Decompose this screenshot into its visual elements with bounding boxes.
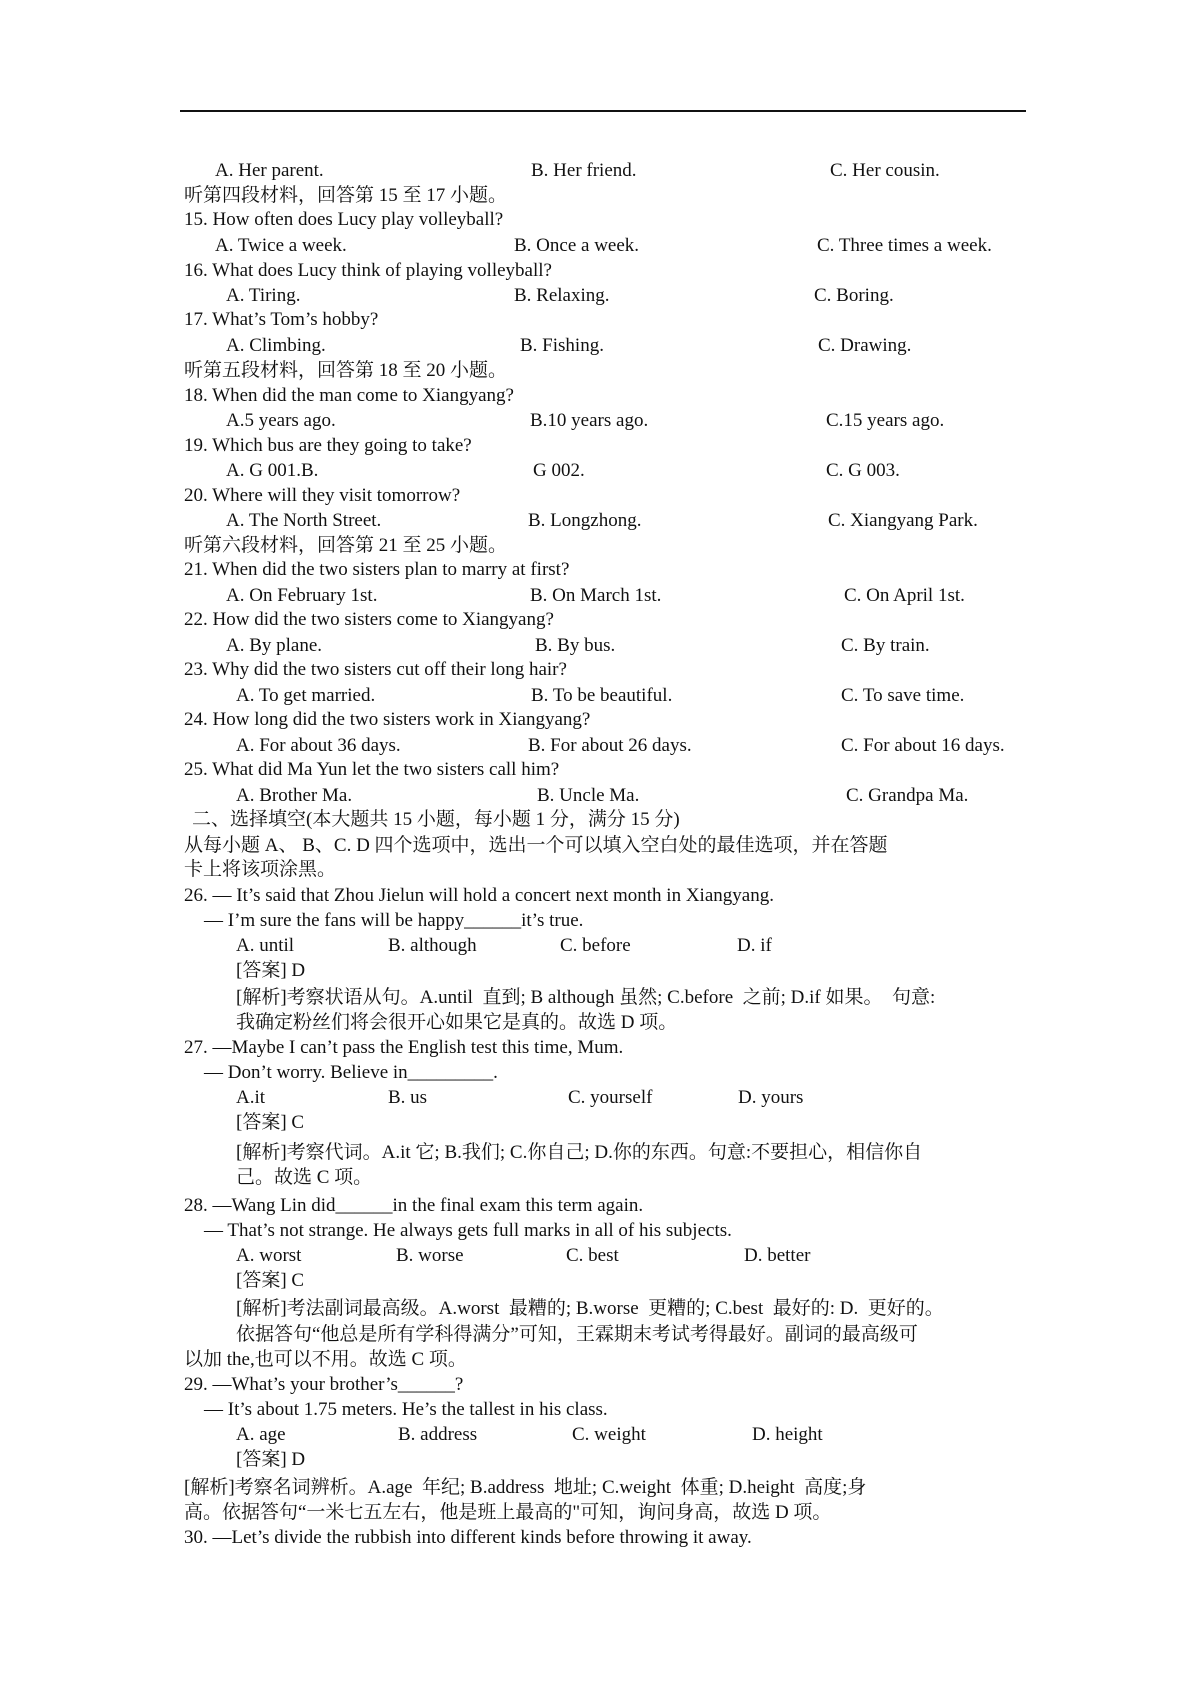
option-text: B. Relaxing.	[514, 285, 610, 306]
option-text: D. height	[752, 1424, 823, 1445]
line-text: 16. What does Lucy think of playing volleyball?	[184, 260, 552, 281]
answer-options	[0, 583, 1200, 608]
option-text: C. To save time.	[841, 685, 965, 706]
line-text: 19. Which bus are they going to take?	[184, 435, 472, 456]
option-text: D. if	[737, 935, 772, 956]
line-text: 27. —Maybe I can’t pass the English test this time, Mum.	[184, 1037, 624, 1058]
answer-key	[0, 1268, 1200, 1293]
option-text: B.10 years ago.	[530, 410, 649, 431]
line-text: 听第五段材料，回答第 18 至 20 小题。	[184, 360, 508, 381]
question-stem	[0, 1193, 1200, 1218]
option-text: B. On March 1st.	[530, 585, 662, 606]
line-text: [解析]考察状语从句。A.until 直到; B although 虽然; C.before 之前; D.if 如果。 句意:	[236, 987, 936, 1008]
question-stem	[0, 433, 1200, 458]
instruction-text	[0, 857, 1200, 882]
line-text: 高。依据答句“一米七五左右，他是班上最高的"可知，询问身高，故选 D 项。	[184, 1502, 832, 1523]
answer-options	[0, 1243, 1200, 1268]
question-stem	[0, 258, 1200, 283]
option-text: G 002.	[533, 460, 585, 481]
dialogue-line	[0, 1060, 1200, 1085]
line-text: [解析]考察名词辨析。A.age 年纪; B.address 地址; C.weight 体重; D.height 高度;身	[184, 1477, 867, 1498]
line-text: 29. —What’s your brother’s______?	[184, 1374, 464, 1395]
option-text: B. worse	[396, 1245, 464, 1266]
explanation-text	[0, 985, 1200, 1010]
option-text: B. address	[398, 1424, 478, 1445]
question-stem	[0, 383, 1200, 408]
explanation-text	[0, 1140, 1200, 1165]
line-text: 30. —Let’s divide the rubbish into different kinds before throwing it away.	[184, 1527, 752, 1548]
option-text: C. Grandpa Ma.	[846, 785, 969, 806]
answer-key	[0, 1110, 1200, 1135]
answer-options	[0, 783, 1200, 808]
answer-options	[0, 1085, 1200, 1110]
explanation-text	[0, 1322, 1200, 1347]
answer-key	[0, 958, 1200, 983]
question-stem	[0, 707, 1200, 732]
option-text: C. Xiangyang Park.	[828, 510, 978, 531]
line-text: [答案] D	[236, 1449, 306, 1470]
option-text: C. G 003.	[826, 460, 900, 481]
section-heading	[0, 358, 1200, 383]
option-text: A. Tiring.	[226, 285, 301, 306]
option-text: A. For about 36 days.	[236, 735, 401, 756]
option-text: B. us	[388, 1087, 428, 1108]
option-text: C. Her cousin.	[830, 160, 940, 181]
option-text: C.15 years ago.	[826, 410, 945, 431]
line-text: 25. What did Ma Yun let the two sisters call him?	[184, 759, 560, 780]
answer-options	[0, 933, 1200, 958]
option-text: B. Once a week.	[514, 235, 640, 256]
answer-options	[0, 158, 1200, 183]
line-text: 15. How often does Lucy play volleyball?	[184, 209, 504, 230]
line-text: 23. Why did the two sisters cut off their long hair?	[184, 659, 567, 680]
line-text: — It’s about 1.75 meters. He’s the tallest in his class.	[204, 1399, 608, 1420]
option-text: C. Boring.	[814, 285, 894, 306]
answer-options	[0, 733, 1200, 758]
instruction-text	[0, 833, 1200, 858]
question-stem	[0, 1035, 1200, 1060]
option-text: A. Her parent.	[215, 160, 324, 181]
section-heading	[0, 183, 1200, 208]
line-text: [答案] C	[236, 1270, 305, 1291]
answer-options	[0, 1422, 1200, 1447]
option-text: A. Brother Ma.	[236, 785, 353, 806]
line-text: 以加 the,也可以不用。故选 C 项。	[184, 1349, 467, 1370]
line-text: 28. —Wang Lin did______in the final exam this term again.	[184, 1195, 644, 1216]
line-text: 己。故选 C 项。	[236, 1167, 373, 1188]
question-stem	[0, 1372, 1200, 1397]
line-text: 24. How long did the two sisters work in Xiangyang?	[184, 709, 591, 730]
line-text: 听第六段材料，回答第 21 至 25 小题。	[184, 535, 508, 556]
explanation-text	[0, 1296, 1200, 1321]
section-heading	[0, 807, 1200, 832]
option-text: B. Her friend.	[531, 160, 637, 181]
option-text: C. By train.	[841, 635, 930, 656]
question-stem	[0, 1525, 1200, 1550]
line-text: — I’m sure the fans will be happy______it’s true.	[204, 910, 584, 931]
line-text: 卡上将该项涂黑。	[184, 859, 337, 880]
explanation-text	[0, 1347, 1200, 1372]
option-text: B. although	[388, 935, 477, 956]
option-text: A. G 001.B.	[226, 460, 319, 481]
line-text: [答案] D	[236, 960, 306, 981]
option-text: A. until	[236, 935, 295, 956]
answer-options	[0, 508, 1200, 533]
option-text: A. worst	[236, 1245, 302, 1266]
line-text: 听第四段材料，回答第 15 至 17 小题。	[184, 185, 508, 206]
explanation-text	[0, 1475, 1200, 1500]
option-text: B. Longzhong.	[528, 510, 642, 531]
explanation-text	[0, 1010, 1200, 1035]
answer-options	[0, 333, 1200, 358]
option-text: D. better	[744, 1245, 811, 1266]
line-text: — That’s not strange. He always gets full marks in all of his subjects.	[204, 1220, 732, 1241]
question-stem	[0, 883, 1200, 908]
question-stem	[0, 657, 1200, 682]
line-text: 二、选择填空(本大题共 15 小题，每小题 1 分，满分 15 分)	[192, 809, 680, 830]
dialogue-line	[0, 1218, 1200, 1243]
option-text: A. The North Street.	[226, 510, 382, 531]
line-text: [答案] C	[236, 1112, 305, 1133]
line-text: 21. When did the two sisters plan to marry at first?	[184, 559, 570, 580]
line-text: 17. What’s Tom’s hobby?	[184, 309, 379, 330]
option-text: C. weight	[572, 1424, 646, 1445]
question-stem	[0, 207, 1200, 232]
line-text: 依据答句“他总是所有学科得满分”可知，王霖期末考试考得最好。副词的最高级可	[236, 1324, 918, 1345]
option-text: A. Twice a week.	[215, 235, 347, 256]
option-text: B. Fishing.	[520, 335, 604, 356]
answer-options	[0, 683, 1200, 708]
line-text: 18. When did the man come to Xiangyang?	[184, 385, 514, 406]
line-text: — Don’t worry. Believe in_________.	[204, 1062, 498, 1083]
option-text: A.it	[236, 1087, 266, 1108]
option-text: C. yourself	[568, 1087, 653, 1108]
option-text: C. best	[566, 1245, 619, 1266]
line-text: 22. How did the two sisters come to Xiangyang?	[184, 609, 554, 630]
question-stem	[0, 307, 1200, 332]
question-stem	[0, 483, 1200, 508]
question-stem	[0, 607, 1200, 632]
answer-options	[0, 233, 1200, 258]
option-text: C. before	[560, 935, 631, 956]
option-text: B. For about 26 days.	[528, 735, 692, 756]
dialogue-line	[0, 908, 1200, 933]
answer-options	[0, 458, 1200, 483]
option-text: A. By plane.	[226, 635, 323, 656]
option-text: C. Drawing.	[818, 335, 912, 356]
option-text: D. yours	[738, 1087, 804, 1108]
question-stem	[0, 757, 1200, 782]
option-text: A. age	[236, 1424, 286, 1445]
question-stem	[0, 557, 1200, 582]
option-text: B. By bus.	[535, 635, 616, 656]
option-text: A. Climbing.	[226, 335, 326, 356]
section-heading	[0, 533, 1200, 558]
explanation-text	[0, 1165, 1200, 1190]
answer-key	[0, 1447, 1200, 1472]
line-text: 我确定粉丝们将会很开心如果它是真的。故选 D 项。	[236, 1012, 678, 1033]
line-text: [解析]考法副词最高级。A.worst 最糟的; B.worse 更糟的; C.best 最好的: D. 更好的。	[236, 1298, 944, 1319]
option-text: C. Three times a week.	[817, 235, 992, 256]
answer-options	[0, 633, 1200, 658]
explanation-text	[0, 1500, 1200, 1525]
option-text: C. On April 1st.	[844, 585, 965, 606]
line-text: [解析]考察代词。A.it 它; B.我们; C.你自己; D.你的东西。句意:不要担心，相信你自	[236, 1142, 923, 1163]
option-text: A. To get married.	[236, 685, 376, 706]
line-text: 20. Where will they visit tomorrow?	[184, 485, 461, 506]
option-text: A.5 years ago.	[226, 410, 336, 431]
option-text: B. To be beautiful.	[531, 685, 673, 706]
line-text: 26. — It’s said that Zhou Jielun will hold a concert next month in Xiangyang.	[184, 885, 774, 906]
line-text: 从每小题 A、 B、C. D 四个选项中，选出一个可以填入空白处的最佳选项，并在答题	[184, 835, 888, 856]
answer-options	[0, 408, 1200, 433]
option-text: C. For about 16 days.	[841, 735, 1005, 756]
option-text: A. On February 1st.	[226, 585, 378, 606]
answer-options	[0, 283, 1200, 308]
option-text: B. Uncle Ma.	[537, 785, 640, 806]
dialogue-line	[0, 1397, 1200, 1422]
